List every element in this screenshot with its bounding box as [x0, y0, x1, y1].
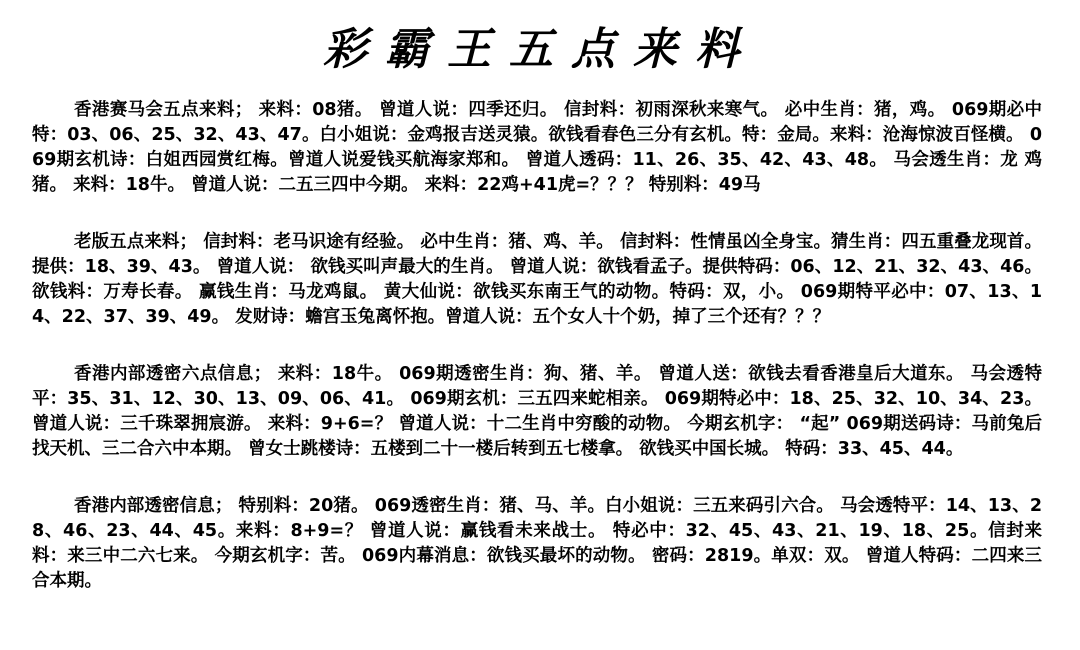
paragraph-neibu-xinxi: 香港内部透密信息； 特别料：20猪。 069透密生肖：猪、马、羊。白小姐说：三五来码引六合。 马会透特平：14、13、28、46、23、44、45。来料：8+9=？ 曾道人说：赢钱看未来战士。 特必中：32、45、43、21、19、18、25。信封来料：来三中二六七来。 今期玄机字：苦。 069内幕消息：欲钱买最坏的动物。 密码：2819。单双：双。 曾道人特码：二四来三合本期。	[32, 496, 1042, 591]
paragraph-laoban-wudian: 老版五点来料； 信封料：老马识途有经验。 必中生肖：猪、鸡、羊。 信封料：性情虽凶全身宝。猜生肖：四五重叠龙现首。 提供：18、39、43。 曾道人说： 欲钱买叫声最大的生肖。 曾道人说：欲钱看孟子。提供特码：06、12、21、32、43、46。 欲钱料：万寿长春。 赢钱生肖：马龙鸡鼠。 黄大仙说：欲钱买东南王气的动物。特码：双，小。 069期特平必中：07、13、14、22、37、39、49。 发财诗：蟾宫玉兔离怀抱。曾道人说：五个女人十个奶，掉了三个还有？？？	[32, 232, 1042, 327]
paragraph-neibu-liudian: 香港内部透密六点信息； 来料：18牛。 069期透密生肖：狗、猪、羊。 曾道人送：欲钱去看香港皇后大道东。 马会透特平：35、31、12、30、13、09、06、41。 069期玄机：三五四来蛇相亲。 069期特必中：18、25、32、10、34、23。 曾道人说：三千珠翠拥宸游。 来料：9+6=？ 曾道人说：十二生肖中穷酸的动物。 今期玄机字： “起” 069期送码诗：马前兔后找天机、三二合六中本期。 曾女士跳楼诗：五楼到二十一楼后转到五七楼拿。 欲钱买中国长城。 特码：33、45、44。	[32, 364, 1042, 459]
document-body	[32, 98, 1042, 594]
page-title: 彩霸王五点来料	[323, 24, 757, 75]
paragraph-wudian-laiiao: 香港赛马会五点来料； 来料：08猪。 曾道人说：四季还归。 信封料：初雨深秋来寒气。 必中生肖：猪，鸡。 069期必中特：03、06、25、32、43、47。白小姐说：金鸡报吉送灵猿。欲钱看春色三分有玄机。特：金局。来料：沧海惊波百怪横。 069期玄机诗：白姐西园赏红梅。曾道人说爱钱买航海家郑和。 曾道人透码：11、26、35、42、43、48。 马会透生肖：龙 鸡 猪。 来料：18牛。 曾道人说：二五三四中今期。 来料：22鸡+41虎=？？？ 特别料：49马	[32, 100, 1042, 195]
